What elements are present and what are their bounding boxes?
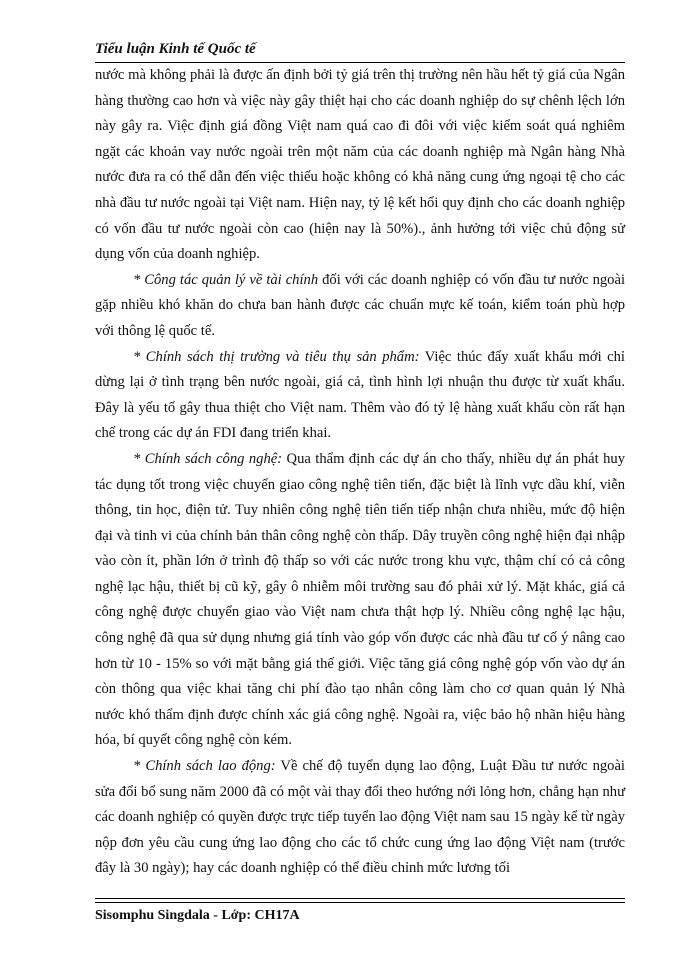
paragraph-text: Về chế độ tuyển dụng lao động, Luật Đầu tư nước ngoài sửa đổi bổ sung năm 2000 đã có một vài thay đổi theo hướng nới lỏng hơn, chẳng hạn như các doanh nghiệp có quyền được trực tiếp tuyển lao động Việt nam sau 15 ngày kể từ ngày nộp đơn yêu cầu cung ứng lao động cho các tổ chức cung ứng lao động Việt nam (trước đây là 30 ngày); hay các doanh nghiệp có thể điều chỉnh mức lương tối: [95, 758, 625, 877]
paragraph-lead: * Chính sách lao động:: [133, 758, 276, 775]
paragraph-continuation: [95, 63, 625, 268]
header-title: Tiểu luận Kinh tế Quốc tế: [95, 41, 256, 57]
running-footer: Sisomphu Singdala - Lớp: CH17A: [95, 908, 300, 923]
paragraph-text: Việc thúc đẩy xuất khẩu mới chỉ dừng lại ở tình trạng bên nước ngoài, giá cả, tình hình lợi nhuận thu được từ xuất khẩu. Đây là yếu tố gây thua thiệt cho Việt nam. Thêm vào đó tỷ lệ hàng xuất khẩu còn rất hạn chế trong các dự án FDI đang triển khai.: [95, 348, 625, 442]
document-body: [95, 63, 625, 882]
footer-divider-bottom: [95, 902, 625, 903]
paragraph-lead: * Chính sách công nghệ:: [133, 450, 283, 467]
paragraph-technology-policy: [95, 447, 625, 754]
footer-divider-top: [95, 898, 625, 899]
paragraph-market-policy: [95, 345, 625, 447]
paragraph-labor-policy: [95, 754, 625, 882]
paragraph-text: đối với các doanh nghiệp có vốn đầu tư nước ngoài gặp nhiều khó khăn do chưa ban hành được các chuẩn mực kế toán, kiểm toán phù hợp với thông lệ quốc tế.: [95, 271, 625, 339]
running-header: [95, 40, 625, 58]
paragraph-text: Qua thẩm định các dự án cho thấy, nhiều dự án phát huy tác dụng tốt trong việc chuyển giao công nghệ tiên tiến, đặc biệt là lĩnh vực dầu khí, viễn thông, tin học, điện tử. Tuy nhiên công nghệ tiên tiến tiếp nhận chưa nhiều, mức độ hiện đại và tinh vi của chính bản thân công nghệ còn thấp. Dây truyền công nghệ hiện đại nhập vào còn ít, phần lớn ở trình độ thấp so với các nước trong khu vực, thậm chí có cả công nghệ lạc hậu, thiết bị cũ kỹ, gây ô nhiễm môi trường sau đó phải xử lý. Mặt khác, giá cả công nghệ được chuyển giao vào Việt nam chưa thật hợp lý. Nhiều công nghệ lạc hậu, công nghệ đã qua sử dụng nhưng giá tính vào góp vốn được các nhà đầu tư cố ý nâng cao hơn từ 10 - 15% so với mặt bằng giá thế giới. Việc tăng giá công nghệ góp vốn vào dự án còn thông qua việc khai tăng chi phí đào tạo nhân công làm cho cơ quan quản lý Nhà nước khó thẩm định được chính xác giá công nghệ. Ngoài ra, việc bảo hộ nhãn hiệu hàng hóa, bí quyết công nghệ còn kém.: [95, 450, 625, 749]
paragraph-lead: * Công tác quản lý về tài chính: [133, 271, 319, 288]
paragraph-lead: * Chính sách thị trường và tiêu thụ sản phẩm:: [133, 348, 420, 365]
paragraph-financial-management: [95, 268, 625, 345]
paragraph-text: nước mà không phải là được ấn định bởi tỷ giá trên thị trường nên hầu hết tỷ giá của Ngân hàng thường cao hơn và việc này gây thiệt hại cho các doanh nghiệp do sự chênh lệch lớn này gây ra. Việc định giá đồng Việt nam quá cao đi đôi với việc kiểm soát quá nghiêm ngặt các khoản vay nước ngoài trên một năm của các doanh nghiệp mà Ngân hàng Nhà nước đưa ra có thể dẫn đến việc thiếu hoặc không có khả năng cung ứng ngoại tệ cho các nhà đầu tư nước ngoài tại Việt nam. Hiện nay, tỷ lệ kết hối quy định cho các doanh nghiệp có vốn đầu tư nước ngoài còn cao (hiện nay là 50%)., ảnh hưởng tới việc chủ động sử dụng vốn của doanh nghiệp.: [95, 67, 625, 263]
